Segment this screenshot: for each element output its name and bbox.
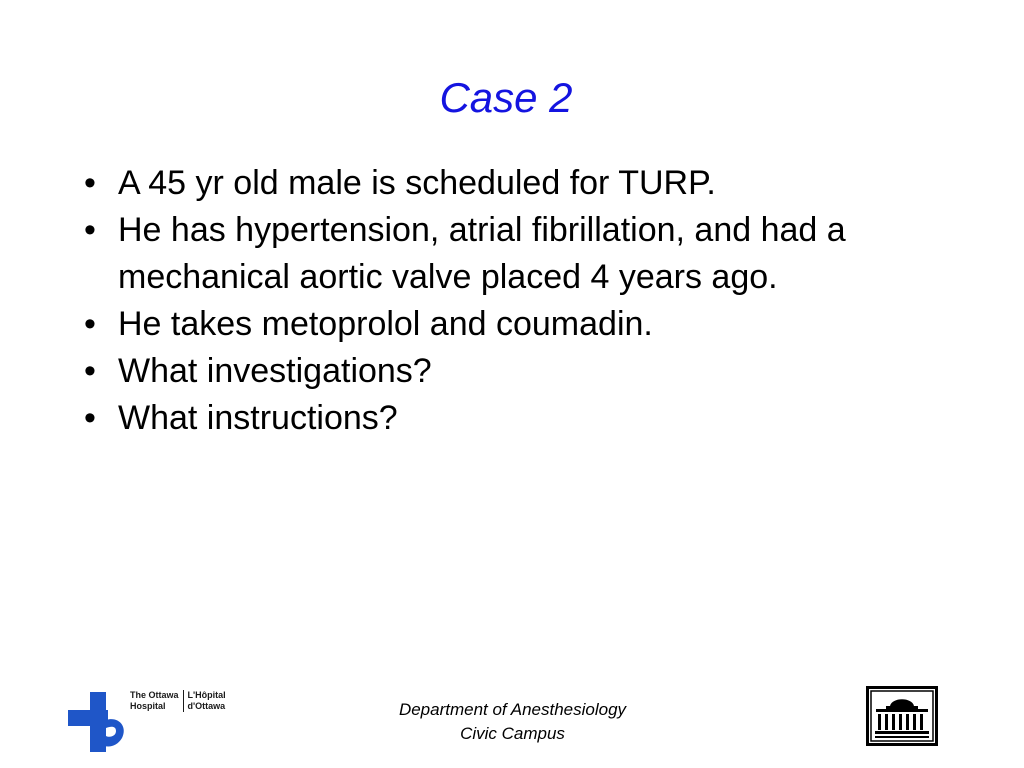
- footer: [340, 698, 685, 746]
- bullet-marker: •: [84, 164, 96, 202]
- civic-campus-building-icon: [866, 686, 938, 746]
- bullet-list: [84, 160, 934, 442]
- hospital-name: [130, 690, 226, 712]
- footer-department: Department of Anesthesiology: [398, 700, 627, 719]
- bullet-marker: •: [84, 305, 96, 343]
- hospital-name-divider: [183, 690, 184, 712]
- bullet-item: [84, 348, 934, 395]
- bullet-item: [84, 160, 934, 207]
- bullet-text: He has hypertension, atrial fibrillation, and had a mechanical aortic valve placed 4 years ago.: [118, 211, 846, 296]
- footer-campus: Civic Campus: [460, 724, 565, 743]
- bullet-marker: •: [84, 399, 96, 437]
- hospital-name-fr-line1: L'Hôpital: [187, 690, 226, 700]
- slide-title: Case 2: [439, 74, 573, 121]
- bullet-item: [84, 207, 934, 301]
- hospital-name-en-line2: Hospital: [130, 701, 166, 711]
- bullet-text: What investigations?: [118, 352, 432, 390]
- bullet-text: What instructions?: [118, 399, 398, 437]
- bullet-text: He takes metoprolol and coumadin.: [118, 305, 653, 343]
- bullet-marker: •: [84, 352, 96, 390]
- bullet-item: [84, 301, 934, 348]
- bullet-item: [84, 395, 934, 442]
- hospital-name-fr-line2: d'Ottawa: [187, 701, 226, 711]
- bullet-text: A 45 yr old male is scheduled for TURP.: [118, 164, 716, 202]
- bullet-marker: •: [84, 211, 96, 249]
- hospital-name-en-line1: The Ottawa: [130, 690, 179, 700]
